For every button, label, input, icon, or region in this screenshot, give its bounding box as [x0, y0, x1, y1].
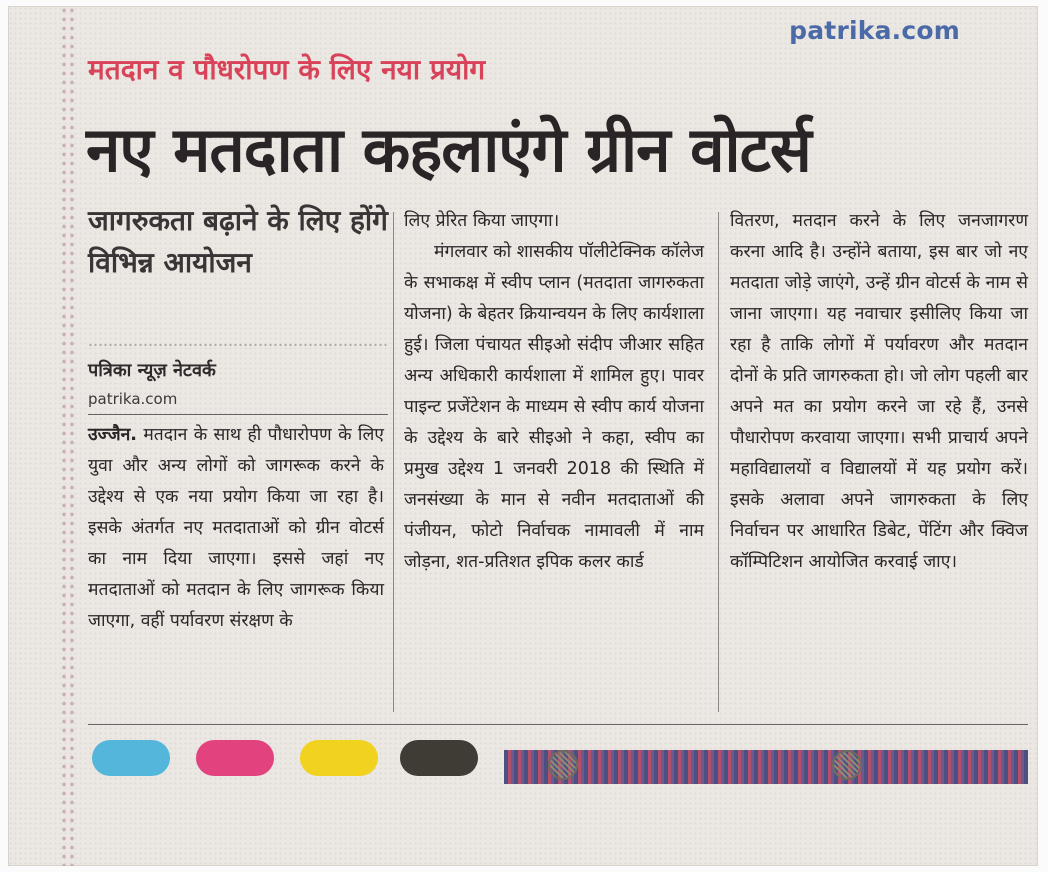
- column-divider: [718, 212, 719, 712]
- byline-name: पत्रिका न्यूज़ नेटवर्क: [88, 360, 216, 381]
- registration-mark-icon: [548, 750, 578, 780]
- main-headline: नए मतदाता कहलाएंगे ग्रीन वोटर्स: [86, 113, 811, 186]
- newspaper-clipping: [8, 6, 1038, 866]
- color-swatch-magenta: [196, 740, 274, 776]
- subheadline: जागरुकता बढ़ाने के लिए होंगे विभिन्न आयोजन: [88, 204, 388, 279]
- registration-mark-icon: [832, 750, 862, 780]
- column-divider: [393, 212, 394, 712]
- column-3-text: वितरण, मतदान करने के लिए जनजागरण करना आदि है। उन्होंने बताया, इस बार जो नए मतदाता जोड़े जाएंगे, उन्हें ग्रीन वोटर्स के नाम से जाना जाएगा। यह नवाचार इसीलिए किया जा रहा है ताकि लोगों में पर्यावरण और मतदान दोनों के प्रति जागरुकता हो। जो लोग पहली बार अपने मत का प्रयोग करने जा रहे हैं, उनसे पौधारोपण करवाया जाएगा। सभी प्राचार्य अपने महाविद्यालयों व विद्यालयों में यह प्रयोग करें। इसके अलावा अपने जागरुकता के लिए निर्वाचन पर आधारित डिबेट, पेंटिंग और क्विज कॉम्पिटिशन आयोजित करवाई जाए।: [730, 211, 1028, 572]
- kicker-headline: मतदान व पौधरोपण के लिए नया प्रयोग: [88, 53, 486, 86]
- byline-web: patrika.com: [88, 390, 178, 408]
- article-column-3: [730, 206, 1028, 578]
- dotted-divider: [88, 344, 388, 346]
- bottom-divider: [88, 724, 1028, 725]
- column-2-text: मंगलवार को शासकीय पॉलीटेक्निक कॉलेज के सभाकक्ष में स्वीप प्लान (मतदाता जागरुकता योजना) के बेहतर क्रियान्वयन के लिए कार्यशाला हुई। जिला पंचायत सीइओ संदीप जीआर सहित अन्य अधिकारी कार्यशाला में शामिल हुए। पावर पाइन्ट प्रजेंटेशन के माध्यम से स्वीप कार्य योजना के उद्देश्य के बारे सीइओ ने कहा, स्वीप का प्रमुख उद्देश्य 1 जनवरी 2018 की स्थिति में जनसंख्या के मान से नवीन मतदाताओं की पंजीयन, फोटो निर्वाचक नामावली में नाम जोड़ना, शत-प्रतिशत इपिक कलर कार्ड: [404, 242, 704, 572]
- dateline: उज्जैन.: [88, 425, 137, 445]
- column-1-text: मतदान के साथ ही पौधारोपण के लिए युवा और अन्य लोगों को जागरूक करने के उद्देश्य से एक नया प्रयोग किया जा रहा है। इसके अंतर्गत नए मतदाताओं को ग्रीन वोटर्स का नाम दिया जाएगा। इससे जहां नए मतदाताओं को मतदान के लिए जागरूक किया जाएगा, वहीं पर्यावरण संरक्षण के: [88, 425, 384, 631]
- print-color-strip: [504, 750, 1028, 784]
- byline-divider: [88, 414, 388, 415]
- color-swatch-black: [400, 740, 478, 776]
- color-swatch-yellow: [300, 740, 378, 776]
- brand-logo: patrika.com: [789, 16, 960, 45]
- article-column-2: [404, 206, 704, 578]
- color-swatch-cyan: [92, 740, 170, 776]
- column-2-lead: लिए प्रेरित किया जाएगा।: [404, 211, 560, 231]
- perforation-edge: [60, 6, 74, 866]
- article-column-1: [88, 420, 384, 637]
